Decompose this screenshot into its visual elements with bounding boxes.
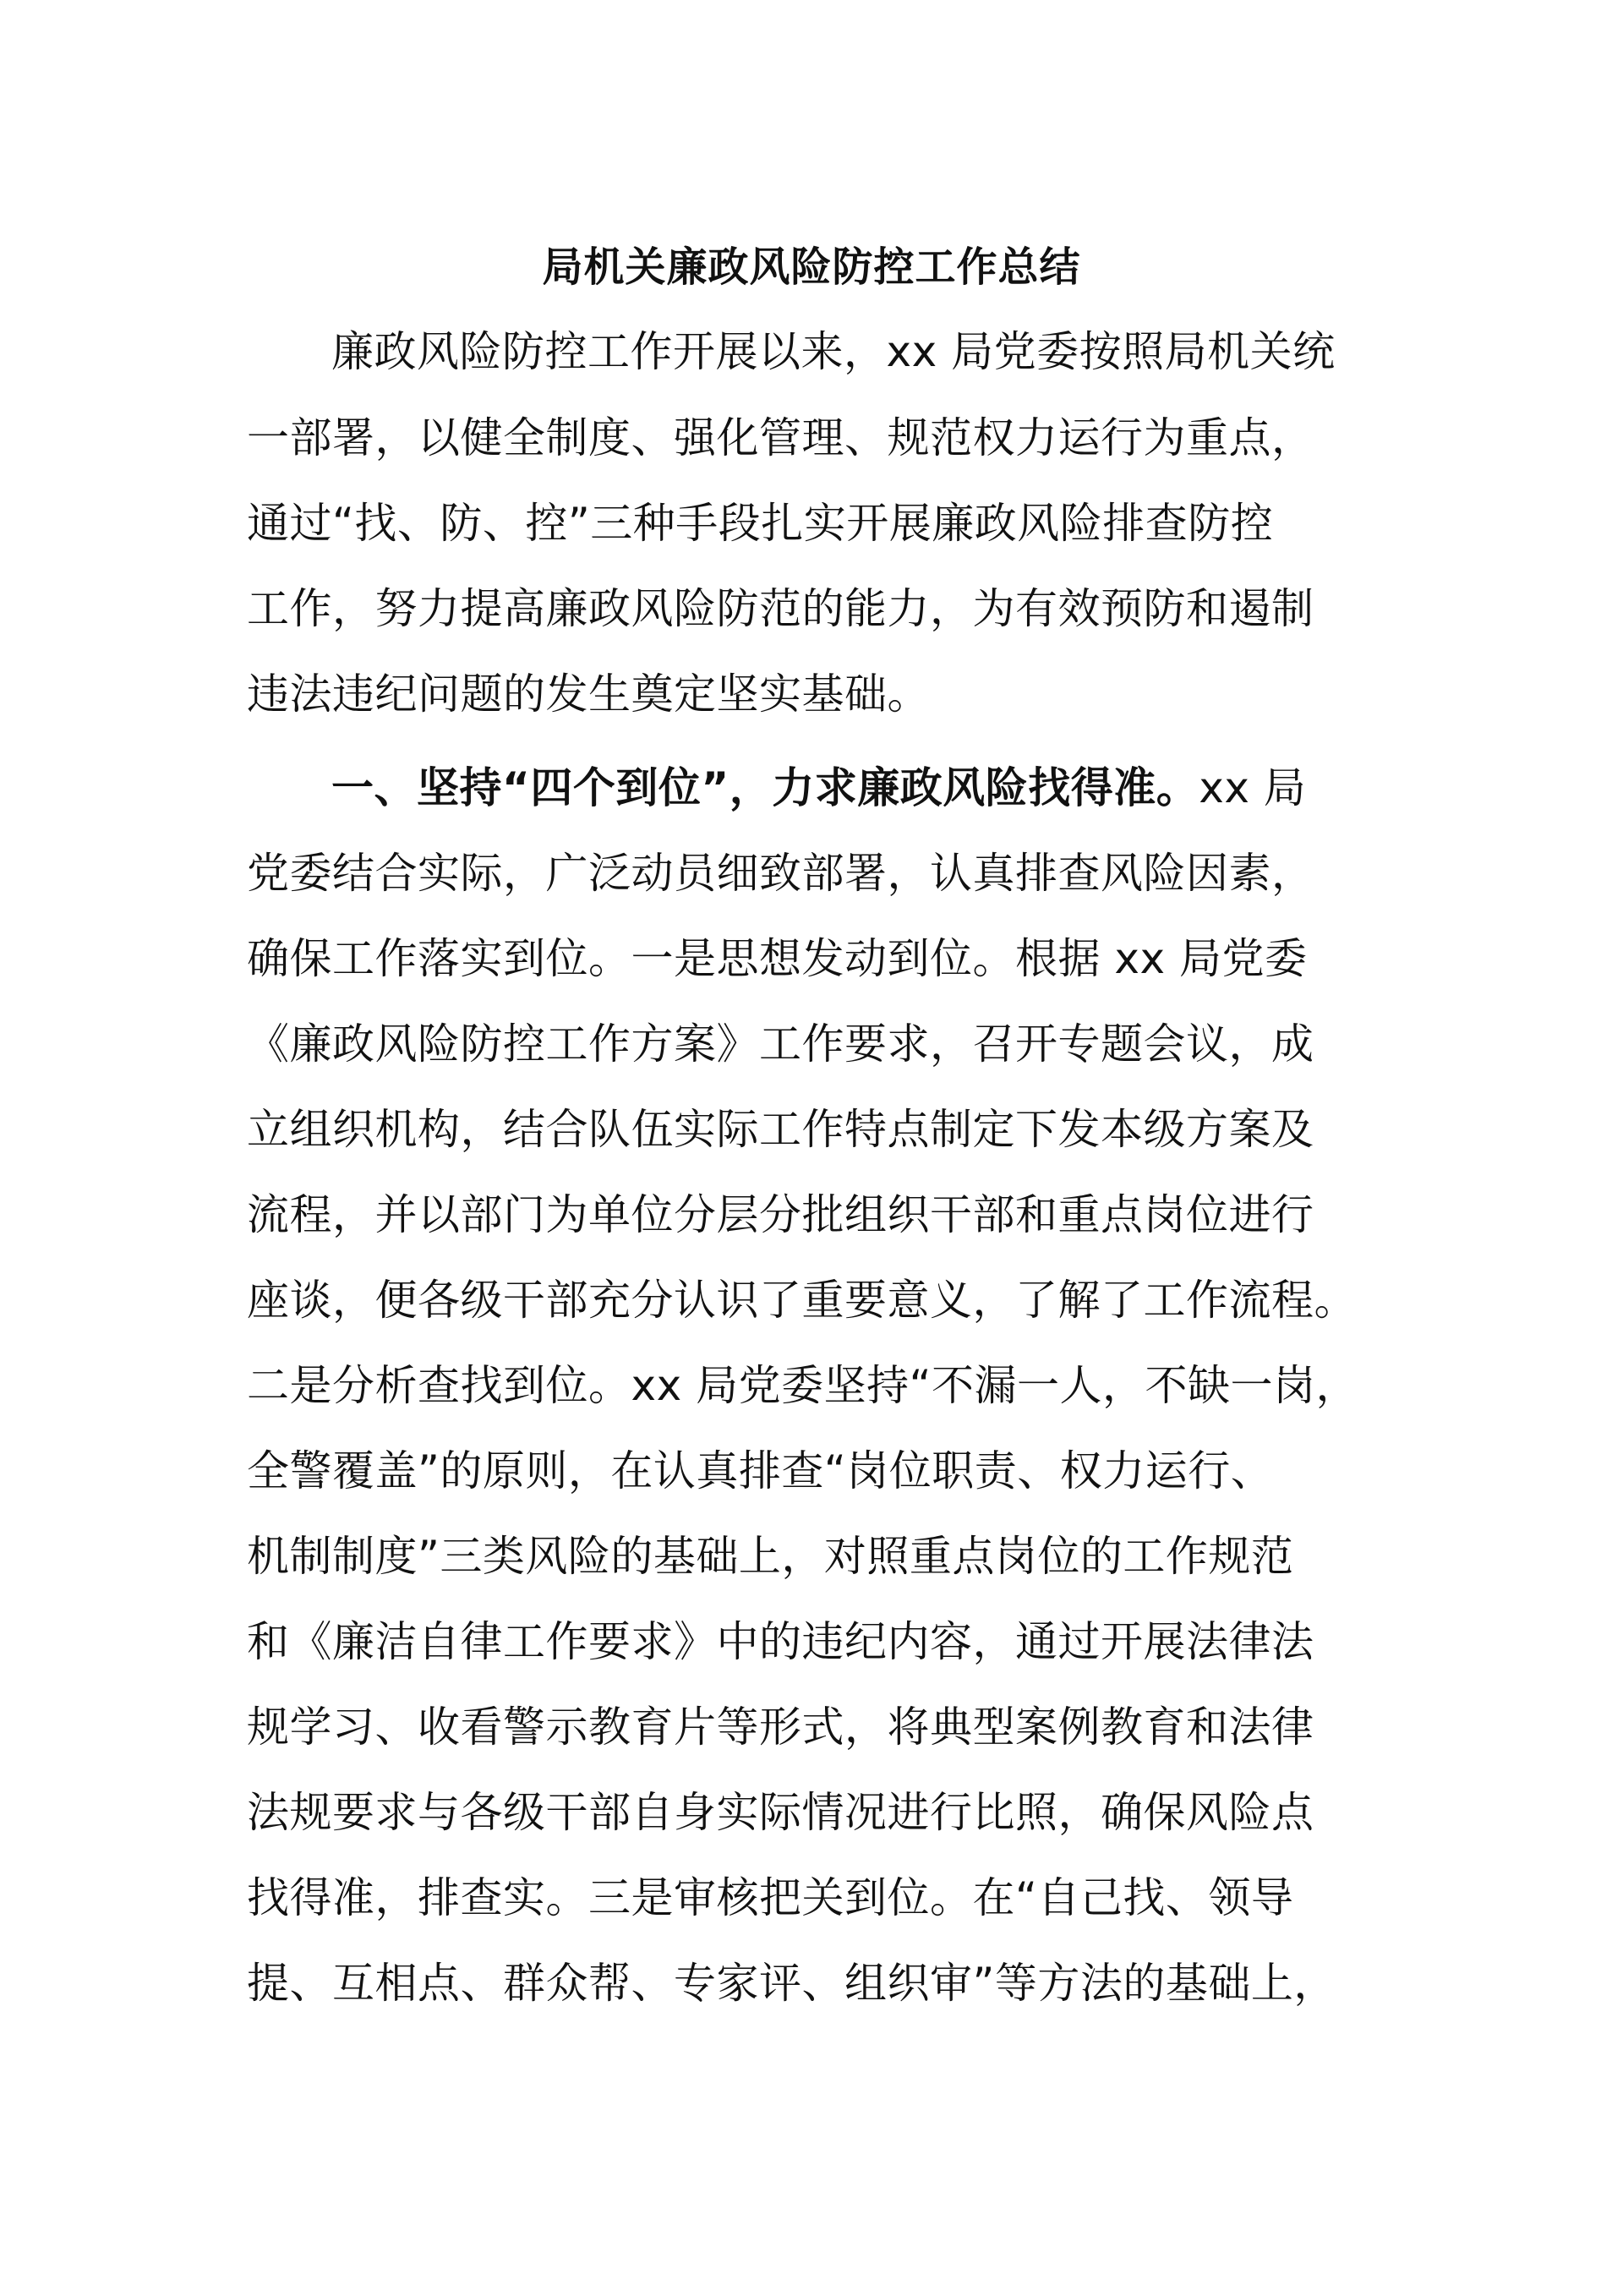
para1-line-2: 一部署，以健全制度、强化管理、规范权力运行为重点， (247, 413, 1314, 462)
section1-line-2: 确保工作落实到位。一是思想发动到位。根据 xx 局党委 (247, 934, 1308, 983)
section1-line-1: 党委结合实际，广泛动员细致部署，认真排查风险因素， (247, 849, 1314, 898)
section1-line-5: 流程，并以部门为单位分层分批组织干部和重点岗位进行 (247, 1190, 1314, 1239)
section1-line-7: 二是分析查找到位。xx 局党委坚持“不漏一人，不缺一岗， (247, 1361, 1358, 1410)
section1-line-12: 法规要求与各级干部自身实际情况进行比照，确保风险点 (247, 1788, 1314, 1837)
section1-line-4: 立组织机构，结合队伍实际工作特点制定下发本级方案及 (247, 1105, 1314, 1154)
section1-line-11: 规学习、收看警示教育片等形式，将典型案例教育和法律 (247, 1703, 1314, 1752)
section1-line-9: 机制制度”三类风险的基础上，对照重点岗位的工作规范 (247, 1532, 1294, 1581)
section1-first-line (331, 754, 1306, 822)
section1-line-13: 找得准，排查实。三是审核把关到位。在“自己找、领导 (247, 1873, 1294, 1922)
section1-line-10: 和《廉洁自律工作要求》中的违纪内容，通过开展法律法 (247, 1617, 1314, 1666)
section1-heading: 一、坚持“四个到位”，力求廉政风险找得准。 (331, 763, 1199, 812)
document-title: 局机关廉政风险防控工作总结 (542, 243, 1081, 291)
section1-line-6: 座谈，便各级干部充分认识了重要意义，了解了工作流程。 (247, 1276, 1357, 1325)
section1-first-line-tail: xx 局 (1199, 763, 1307, 812)
section1-line-8: 全警覆盖”的原则，在认真排查“岗位职责、权力运行、 (247, 1446, 1274, 1495)
para1-line-5: 违法违纪问题的发生奠定坚实基础。 (247, 670, 930, 719)
para1-line-3: 通过“找、防、控”三种手段扎实开展廉政风险排查防控 (247, 499, 1274, 548)
section1-line-14: 提、互相点、群众帮、专家评、组织审”等方法的基础上， (247, 1959, 1336, 2008)
para1-line-4: 工作，努力提高廉政风险防范的能力，为有效预防和遏制 (247, 584, 1314, 633)
para1-line-1: 廉政风险防控工作开展以来，xx 局党委按照局机关统 (331, 327, 1336, 376)
section1-line-3: 《廉政风险防控工作方案》工作要求，召开专题会议，成 (247, 1020, 1314, 1069)
